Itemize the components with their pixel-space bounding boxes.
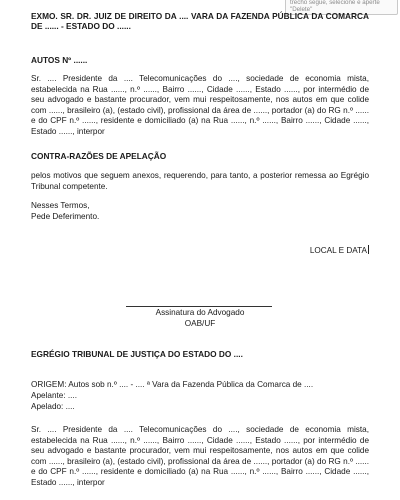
hint-tooltip: trecho segue, selecione e aperte "Delete"	[285, 0, 398, 15]
signature-line	[126, 306, 272, 307]
closing-line-1: Nesses Termos,	[31, 201, 90, 210]
second-paragraph: Sr. .... Presidente da .... Telecomunicações do ...., sociedade de economia mista, estabelecida na Rua ......, n.º ......, Bairro ......, Cidade ......, Estado ......, por intermédio de seu advogado e bastante procurador, vem mui respeitosamente, nos autos em que colide com ......, brasileiro (a), (estado civil), profissional da área de ......, portador (a) do RG n.º ...... e do CPF n.º ......, residente e domiciliado (a) na Rua ......, n.º ......, Bairro ......, Cidade ......, Estado ......, interpor	[31, 425, 369, 487]
text-cursor	[368, 245, 369, 254]
court-header: EXMO. SR. DR. JUIZ DE DIREITO DA .... VARA DA FAZENDA PÚBLICA DA COMARCA DE ...... - ESTADO DO ......	[31, 11, 369, 32]
location-date[interactable]: LOCAL E DATA	[309, 246, 367, 255]
apelante-line: Apelante: ....	[31, 391, 77, 400]
origem-line: ORIGEM: Autos sob n.º .... - .... ª Vara da Fazenda Pública da Comarca de ....	[31, 380, 314, 389]
signature-oab: OAB/UF	[184, 319, 216, 328]
closing-line-2: Pede Deferimento.	[31, 212, 100, 221]
tribunal-title: EGRÉGIO TRIBUNAL DE JUSTIÇA DO ESTADO DO ....	[31, 349, 243, 359]
section-title: CONTRA-RAZÕES DE APELAÇÃO	[31, 151, 167, 161]
signature-name: Assinatura do Advogado	[155, 308, 245, 317]
motivos-paragraph: pelos motivos que seguem anexos, requerendo, para tanto, a posterior remessa ao Egrégio Tribunal competente.	[31, 171, 369, 191]
apelado-line: Apelado: ....	[31, 402, 75, 411]
autos-label: AUTOS Nº ......	[31, 55, 88, 65]
intro-paragraph: Sr. .... Presidente da .... Telecomunicações do ...., sociedade de economia mista, estabelecida na Rua ......, n.º ......, Bairro ......, Cidade ......, Estado ......, por intermédio de seu advogado e bastante procurador, vem mui respeitosamente, nos autos em que colide com ......, brasileiro (a), (estado civil), profissional da área de ......, portador (a) do RG n.º ...... e do CPF n.º ......, residente e domiciliado (a) na Rua ......, n.º ......, Bairro ......, Cidade ......, Estado ......, interpor	[31, 74, 369, 136]
